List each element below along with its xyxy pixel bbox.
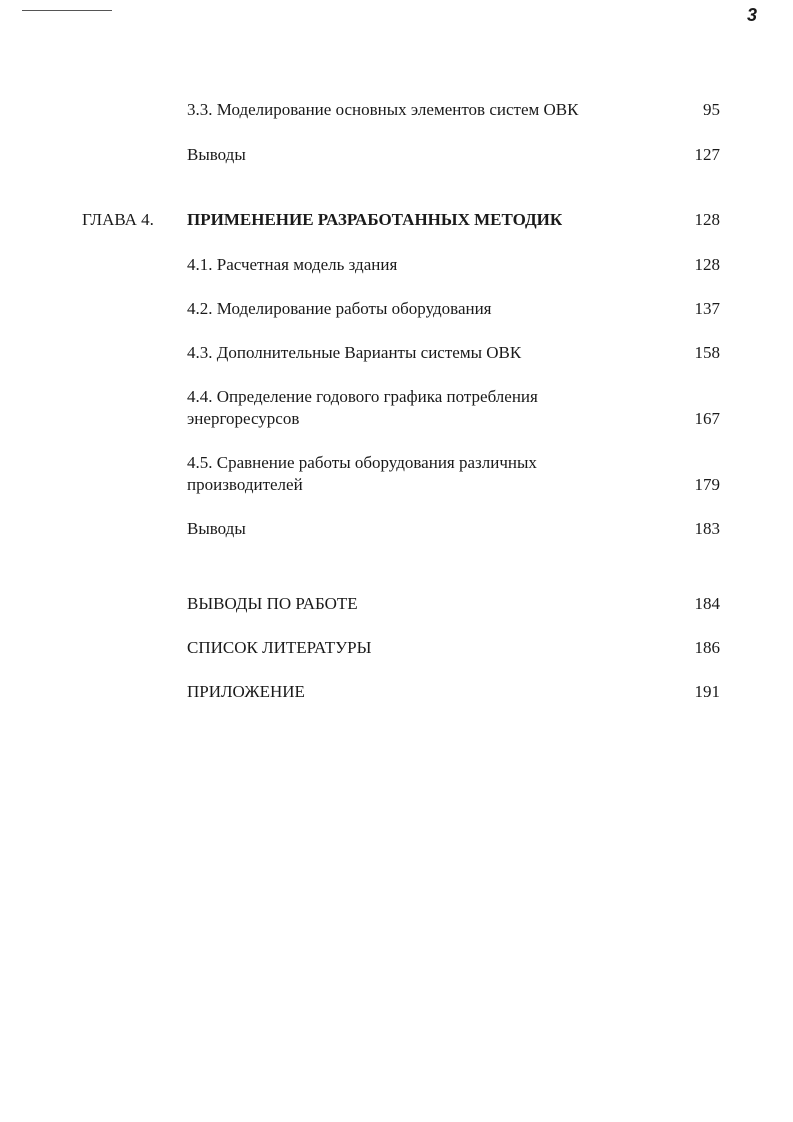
toc-entry-title: Выводы (187, 145, 246, 164)
toc-entry-title: 4.3. Дополнительные Варианты системы ОВК (187, 343, 522, 362)
toc-entry-page: 137 (694, 299, 720, 318)
toc-entry-page: 184 (694, 594, 720, 613)
toc-entry-title: 4.5. Сравнение работы оборудования различных производителей (187, 453, 537, 494)
chapter-label: ГЛАВА 4. (82, 210, 154, 229)
toc-entry-page: 191 (694, 682, 720, 701)
toc-entry-title: Выводы (187, 519, 246, 538)
toc-entry-page: 95 (703, 100, 720, 119)
chapter-title: ПРИМЕНЕНИЕ РАЗРАБОТАННЫХ МЕТОДИК (187, 210, 563, 229)
toc-entry-page: 127 (694, 145, 720, 164)
toc-entry-title: 4.2. Моделирование работы оборудования (187, 299, 492, 318)
toc-entry-title: ВЫВОДЫ ПО РАБОТЕ (187, 594, 358, 613)
toc-entry-title: 3.3. Моделирование основных элементов систем ОВК (187, 100, 579, 119)
toc-entry-title: 4.4. Определение годового графика потребления энергоресурсов (187, 387, 538, 428)
toc-entry-page: 186 (694, 638, 720, 657)
toc-entry-page: 128 (694, 255, 720, 274)
toc-entry-title: 4.1. Расчетная модель здания (187, 255, 398, 274)
page-number: 3 (746, 5, 757, 25)
toc-entry-page: 183 (694, 519, 720, 538)
toc-entry-page: 167 (694, 409, 720, 428)
toc-entry-title: ПРИЛОЖЕНИЕ (187, 682, 305, 701)
toc-entry-page: 128 (694, 210, 720, 229)
scan-artifact-line (22, 10, 112, 11)
toc-entry-page: 158 (694, 343, 720, 362)
toc-entry-page: 179 (694, 475, 720, 494)
toc-entry-title: СПИСОК ЛИТЕРАТУРЫ (187, 638, 372, 657)
